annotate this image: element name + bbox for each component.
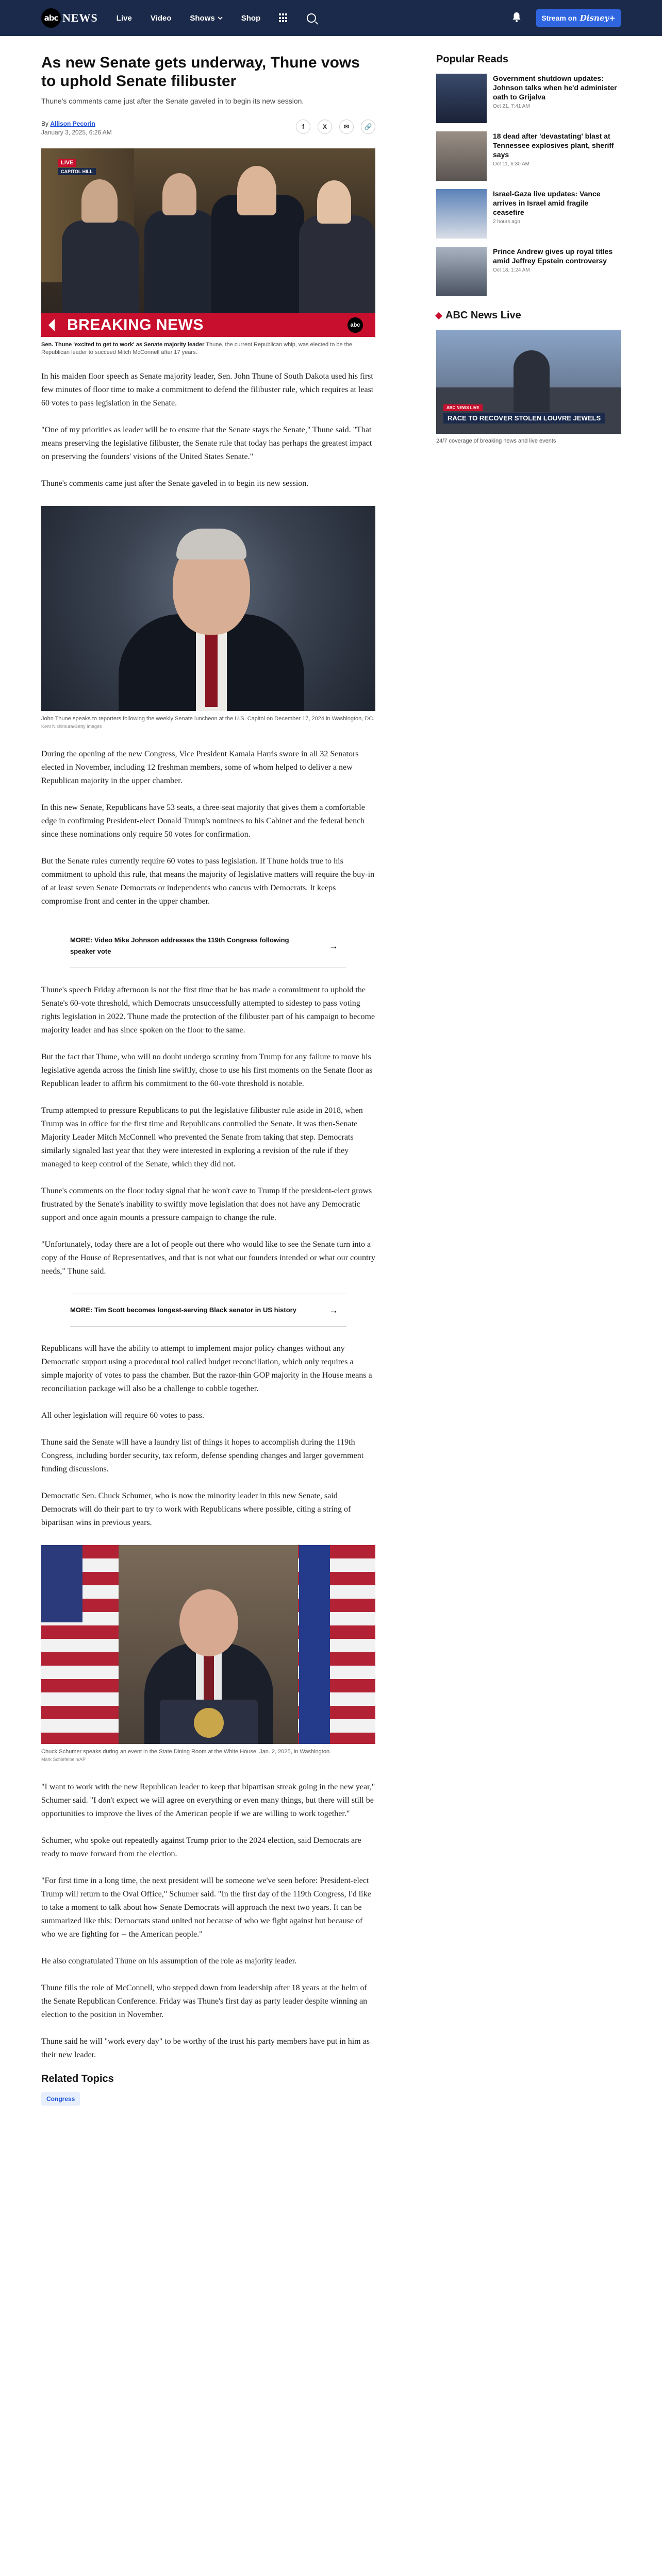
popular-read-headline: 18 dead after 'devastating' blast at Tennessee explosives plant, sheriff says — [493, 132, 614, 159]
popular-read-text — [493, 74, 621, 123]
live-player-headline: RACE TO RECOVER STOLEN LOUVRE JEWELS — [443, 413, 605, 423]
article-dek: Thune's comments came just after the Senate gaveled in to begin its new session. — [41, 97, 304, 105]
breaking-news-text: BREAKING NEWS — [67, 316, 204, 333]
arrow-right-icon: → — [329, 1305, 338, 1315]
popular-read-date: Oct 21, 7:41 AM — [493, 104, 530, 109]
live-location: CAPITOL HILL — [58, 168, 96, 175]
abc-bug-logo: abc — [347, 317, 363, 333]
topic-tag-congress[interactable]: Congress — [41, 2092, 80, 2106]
more-link-text: MORE: Video Mike Johnson addresses the 119th Congress following speaker vote — [70, 936, 289, 955]
more-link-mike-johnson[interactable] — [70, 924, 346, 968]
hero-figure-left — [62, 221, 139, 313]
popular-read-date: Oct 18, 1:24 AM — [493, 267, 530, 273]
body-paragraph: "I want to work with the new Republican leader to keep that bipartisan streak going in the new year," Schumer said. "I don't expect we will agree on everything or even many things, but there will still be opportunities to improve the lives of the American people if we are willing to work together." — [41, 1783, 375, 1818]
disney-plus-logo: Disney+ — [580, 13, 616, 23]
schumer-photo-credit: Mark Schiefelbein/AP — [41, 1757, 86, 1762]
schumer-face — [179, 1589, 238, 1656]
stream-label: Stream on — [541, 14, 577, 22]
popular-read-thumbnail — [436, 247, 487, 296]
popular-read-headline: Government shutdown updates: Johnson talks when he'd administer oath to Grijalva — [493, 74, 617, 101]
presidential-seal — [194, 1708, 224, 1738]
popular-read-headline: Prince Andrew gives up royal titles amid Jeffrey Epstein controversy — [493, 247, 613, 265]
popular-read-thumbnail — [436, 74, 487, 123]
abc-logo-mark: abc — [41, 8, 61, 28]
thune-hair — [176, 529, 246, 560]
body-paragraph: In his maiden floor speech as Senate majority leader, Sen. John Thune of South Dakota used his first few minutes of floor time to make a commitment to defend the filibuster rule, which requires at least 60 votes to pass legislation in the Senate. — [41, 372, 374, 408]
schumer-photo — [41, 1545, 375, 1744]
thune-tie — [205, 630, 218, 707]
related-topics-title: Related Topics — [41, 2073, 114, 2084]
body-paragraph: During the opening of the new Congress, Vice President Kamala Harris swore in all 32 Senators elected in November, including 12 freshman members, some of whom helped to deliver a new Republican majority in the upper chamber. — [41, 750, 359, 785]
popular-read-item[interactable] — [436, 131, 621, 181]
hero-video[interactable] — [41, 148, 375, 337]
body-paragraph: All other legislation will require 60 votes to pass. — [41, 1411, 204, 1420]
abc-news-live-caption: 24/7 coverage of breaking news and live events — [436, 438, 556, 444]
popular-read-text — [493, 131, 621, 181]
popular-read-item[interactable] — [436, 189, 621, 239]
body-paragraph: Trump attempted to pressure Republicans to put the legislative filibuster rule aside in 2018, when Trump was in office for the first time and Republicans controlled the Senate. It was then-Senate Majority Leader Mitch McConnell who prevented the Senate from taking that step. Democrats similarly signaled last year that they were interested in exploring a revision of the rule if they managed to keep control of the Senate, which they did not. — [41, 1106, 363, 1168]
hero-caption-text: Thune, the current Republican whip, was elected to be the Republican leader to succeed Mitch McConnell after 17 years. — [41, 342, 352, 355]
popular-read-text — [493, 247, 621, 296]
popular-read-thumbnail — [436, 189, 487, 239]
body-paragraph: But the Senate rules currently require 60 votes to pass legislation. If Thune holds true to his commitment to uphold this rule, that means the majority of legislative matters will require the buy-in of at least seven Senate Democrats or independents who caucus with Democrats. It keeps compromise front and center in the upper chamber. — [41, 857, 375, 906]
hero-figure-right — [299, 215, 375, 313]
chevron-down-icon — [218, 16, 223, 20]
thune-photo — [41, 506, 375, 711]
body-paragraph: Thune said the Senate will have a laundry list of things it hopes to accomplish during the 119th Congress, including border security, tax reform, defense spending changes and larger government funding discussions. — [41, 1438, 364, 1473]
article-headline: As new Senate gets underway, Thune vows to uphold Senate filibuster — [41, 54, 360, 90]
email-share-icon[interactable]: ✉ — [339, 120, 354, 134]
body-paragraph: Thune's comments came just after the Senate gaveled in to begin its new session. — [41, 479, 309, 488]
nav-shows-label: Shows — [190, 13, 215, 23]
popular-read-item[interactable] — [436, 74, 621, 123]
popular-reads-title: Popular Reads — [436, 54, 509, 65]
byline — [41, 120, 112, 137]
share-buttons — [296, 120, 375, 134]
live-badge: LIVE — [58, 159, 76, 167]
x-share-icon[interactable]: X — [318, 120, 332, 134]
body-paragraph: Thune said he will "work every day" to be worthy of the trust his party members have put in him as their new leader. — [41, 2037, 370, 2059]
abc-news-live-heading — [436, 310, 621, 321]
popular-read-headline: Israel-Gaza live updates: Vance arrives in Israel amid fragile ceasefire — [493, 190, 601, 216]
body-paragraph: He also congratulated Thune on his assumption of the role as majority leader. — [41, 1957, 297, 1965]
popular-read-text — [493, 189, 621, 239]
abc-news-live-player[interactable] — [436, 330, 621, 434]
chevron-left-icon — [48, 319, 55, 331]
body-paragraph: Schumer, who spoke out repeatedly against Trump prior to the 2024 election, said Democrats are ready to move forward from the election. — [41, 1836, 361, 1858]
presidential-flag — [299, 1545, 330, 1744]
facebook-share-icon[interactable]: f — [296, 120, 310, 134]
schumer-photo-caption: Chuck Schumer speaks during an event in the State Dining Room at the White House, Jan. 2, 2025, in Washington. — [41, 1749, 332, 1755]
body-paragraph: Thune's speech Friday afternoon is not the first time that he has made a commitment to uphold the Senate's 60-vote threshold, which Democrats unsuccessfully attempted to sidestep to pass voting rights legislation in 2022. Thune made the protection of the filibuster part of his campaign to become majority leader and has since spoken on the floor to the same. — [41, 986, 375, 1035]
body-paragraph: Thune fills the role of McConnell, who stepped down from leadership after 18 years at the helm of the Senate Republican Conference. Friday was Thune's first day as party leader despite winning an election to the position in November. — [41, 1984, 368, 2019]
body-paragraph: Republicans will have the ability to attempt to implement major policy changes without any Democratic support using a procedural tool called budget reconciliation, which only requires a simple majority of votes to pass the chamber. But the razor-thin GOP majority in the House means a reconciliation package will also be a challenge to cobble together. — [41, 1344, 372, 1393]
body-paragraph: "Unfortunately, today there are a lot of people out there who would like to see the Senate turn into a copy of the House of Representatives, and that is not what our founders intended or what our country needs," Thune said. — [41, 1240, 375, 1276]
news-logo-text: NEWS — [62, 11, 98, 24]
body-section-1 — [41, 370, 375, 490]
nav-video[interactable]: Video — [150, 13, 172, 23]
live-player-bug: ABC NEWS LIVE — [443, 404, 483, 411]
body-paragraph: In this new Senate, Republicans have 53 seats, a three-seat majority that gives them a comfortable edge in confirming President-elect Donald Trump's nominees to his Cabinet and the federal bench since these nominations only require 50 votes for confirmation. — [41, 803, 365, 839]
article — [41, 54, 375, 2106]
main-nav — [117, 13, 316, 23]
nav-shop[interactable]: Shop — [241, 13, 261, 23]
breaking-news-banner — [41, 313, 375, 337]
search-icon[interactable] — [307, 13, 316, 23]
live-diamond-icon — [435, 312, 442, 319]
byline-row — [41, 120, 375, 137]
hero-face-right — [317, 180, 351, 224]
sidebar — [436, 54, 621, 444]
hero-caption — [41, 341, 375, 357]
nav-live[interactable]: Live — [116, 13, 132, 23]
hero-face-left — [81, 179, 118, 223]
body-paragraph: But the fact that Thune, who will no doubt undergo scrutiny from Trump for any failure to move his legislative agenda across the finish line swiftly, chose to use his first moments on the Senate floor as Republican leader to affirm his commitment to the 60-vote threshold is notable. — [41, 1053, 373, 1088]
us-flag-canton — [41, 1545, 82, 1622]
thune-photo-caption: John Thune speaks to reporters following the weekly Senate luncheon at the U.S. Capitol on December 17, 2024 in Washington, DC. — [41, 716, 375, 722]
arrow-right-icon: → — [329, 941, 338, 951]
body-paragraph: Thune's comments on the floor today signal that he won't cave to Trump if the president-elect grows frustrated by the Senate's inability to swiftly move legislation that does not have any Democratic support and once again mounts a pressure campaign to change the rule. — [41, 1187, 372, 1222]
popular-read-date: Oct 11, 6:30 AM — [493, 161, 529, 167]
stream-on-disney-button[interactable] — [536, 9, 621, 27]
author-link[interactable]: Allison Pecorin — [50, 120, 95, 127]
bell-icon[interactable] — [512, 11, 521, 23]
body-section-4 — [41, 1342, 375, 1530]
byline-prefix: By — [41, 120, 49, 127]
body-paragraph: "One of my priorities as leader will be to ensure that the Senate stays the Senate," Thune said. "That means preserving the legislative filibuster, the Senate rule that today has perhaps the greatest impact on preserving the founders' visions of the United States Senate." — [41, 426, 372, 461]
body-section-3 — [41, 984, 375, 1278]
more-menu-grid-icon[interactable] — [279, 13, 288, 23]
popular-read-item[interactable] — [436, 247, 621, 296]
more-link-tim-scott[interactable] — [70, 1294, 346, 1327]
body-paragraph: Democratic Sen. Chuck Schumer, who is now the minority leader in this new Senate, said Democrats will do their part to try to work with Republicans where possible, citing a string of bipartisan wins in previous years. — [41, 1492, 351, 1527]
copy-link-icon[interactable]: 🔗 — [361, 120, 375, 134]
publish-date: January 3, 2025, 6:26 AM — [41, 129, 112, 136]
body-section-2 — [41, 748, 375, 908]
popular-read-thumbnail — [436, 131, 487, 181]
thune-photo-credit: Kent Nishimura/Getty Images — [41, 724, 102, 729]
live-player-reporter — [514, 350, 550, 412]
hero-face-thune — [237, 166, 276, 215]
body-section-5 — [41, 1781, 375, 2062]
hero-figure-center-left — [144, 210, 217, 313]
hero-face-center-left — [162, 173, 196, 215]
abc-news-live-title: ABC News Live — [445, 310, 521, 321]
popular-read-date: 2 hours ago — [493, 219, 520, 225]
body-paragraph: "For first time in a long time, the next president will be someone we've seen before: President-elect Trump will return to the Oval Office," Schumer said. "In the first day of the 119th Congress, I'd like to take a moment to talk about how Senate Democrats will approach the next two years. It can be summarized like this: Democrats stand united not because of who we fight against but because of who we are fighting for -- the American people." — [41, 1876, 371, 1939]
abc-news-logo[interactable] — [41, 8, 98, 28]
top-nav-bar — [0, 0, 662, 36]
hero-caption-title: Sen. Thune 'excited to get to work' as Senate majority leader — [41, 342, 205, 348]
more-link-text: MORE: Tim Scott becomes longest-serving Black senator in US history — [70, 1306, 296, 1314]
nav-shows[interactable] — [190, 14, 222, 23]
